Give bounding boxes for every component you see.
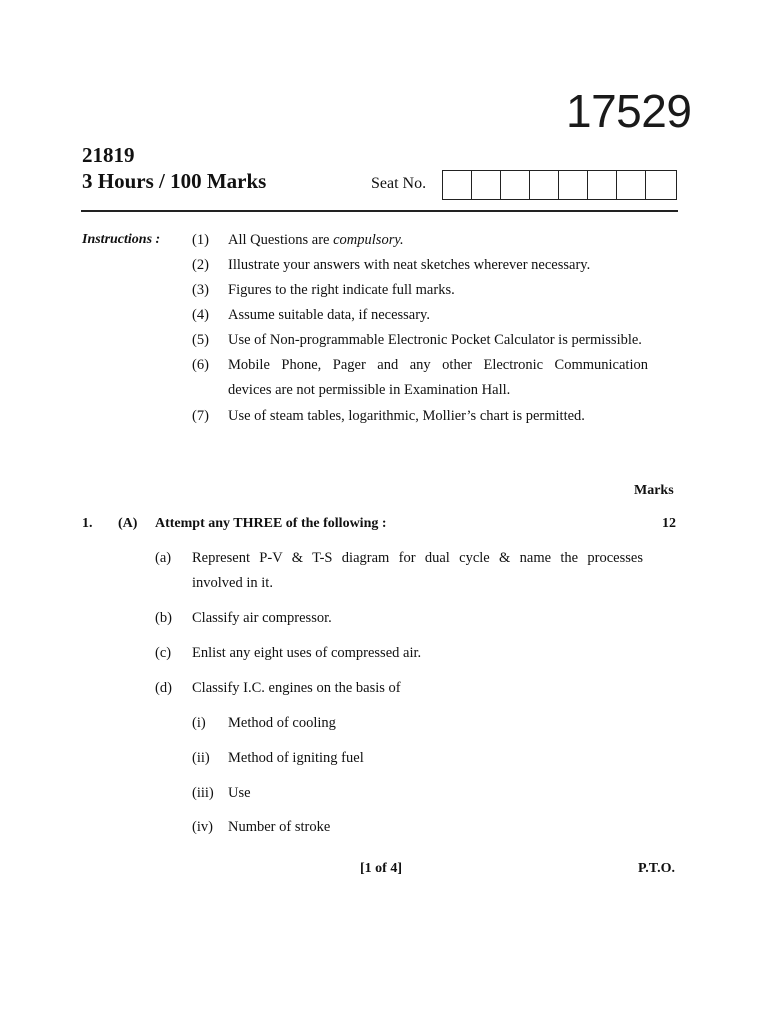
seat-digit-box <box>501 171 530 199</box>
sub-item <box>192 785 492 805</box>
instruction-text: Mobile Phone, Pager and any other Electronic Communication <box>228 357 648 373</box>
instruction-text: Assume suitable data, if necessary. <box>228 307 430 323</box>
instruction-text: Figures to the right indicate full marks. <box>228 282 455 298</box>
instruction-item <box>192 353 648 378</box>
question-part: (A) <box>118 516 138 531</box>
question-heading: Attempt any THREE of the following : <box>155 516 387 531</box>
instruction-text: Illustrate your answers with neat sketches wherever necessary. <box>228 257 591 273</box>
question-number: 1. <box>82 516 93 531</box>
sub-item-label: (iii) <box>192 785 214 801</box>
seat-digit-box <box>443 171 472 199</box>
instruction-item <box>192 278 648 303</box>
seat-number-boxes <box>442 170 677 200</box>
instruction-item <box>192 228 648 253</box>
marks-column-header: Marks <box>634 483 674 498</box>
sub-item-text: Use <box>228 785 251 801</box>
item-label: (d) <box>155 680 172 696</box>
sub-item-text: Number of stroke <box>228 819 331 835</box>
page-indicator: [1 of 4] <box>360 861 402 876</box>
instruction-number: (1) <box>192 232 209 248</box>
sub-item <box>192 715 492 735</box>
sub-item-label: (iv) <box>192 819 213 835</box>
question-item <box>155 645 643 665</box>
instruction-emphasis: compulsory. <box>333 232 404 248</box>
item-label: (b) <box>155 610 172 626</box>
sub-item-label: (ii) <box>192 750 210 766</box>
subject-code: 21819 <box>82 143 135 167</box>
sub-item-text: Method of igniting fuel <box>228 750 364 766</box>
instruction-item <box>192 253 648 278</box>
instruction-continuation <box>192 378 648 403</box>
seat-digit-box <box>530 171 559 199</box>
item-text: Enlist any eight uses of compressed air. <box>192 645 422 661</box>
question-item <box>155 610 643 630</box>
header-divider <box>81 210 678 212</box>
sub-item-text: Method of cooling <box>228 715 336 731</box>
seat-digit-box <box>472 171 501 199</box>
sub-item-label: (i) <box>192 715 206 731</box>
sub-item <box>192 819 492 839</box>
instruction-text: Use of steam tables, logarithmic, Mollier’s chart is permitted. <box>228 408 585 424</box>
question-marks: 12 <box>662 516 676 531</box>
item-label: (c) <box>155 645 172 661</box>
instruction-number: (4) <box>192 307 209 323</box>
instruction-item <box>192 328 688 353</box>
sub-item <box>192 750 492 770</box>
item-text: Represent P-V & T-S diagram for dual cycle & name the processes <box>192 550 643 566</box>
instructions-label: Instructions : <box>82 232 161 247</box>
question-item <box>155 550 643 600</box>
seat-digit-box <box>617 171 646 199</box>
question-item <box>155 680 643 700</box>
instruction-number: (5) <box>192 332 209 348</box>
instruction-number: (3) <box>192 282 209 298</box>
item-text: Classify I.C. engines on the basis of <box>192 680 401 696</box>
please-turn-over: P.T.O. <box>638 861 675 876</box>
seat-digit-box <box>588 171 617 199</box>
item-label: (a) <box>155 550 172 566</box>
item-text: involved in it. <box>192 575 273 591</box>
seat-number-label: Seat No. <box>371 175 427 192</box>
exam-duration: 3 Hours / 100 Marks <box>82 169 267 193</box>
instruction-item <box>192 303 648 328</box>
seat-digit-box <box>559 171 588 199</box>
item-text: Classify air compressor. <box>192 610 332 626</box>
instruction-number: (6) <box>192 357 209 373</box>
instruction-text: All Questions are <box>228 232 334 248</box>
instruction-number: (2) <box>192 257 209 273</box>
instruction-number: (7) <box>192 408 209 424</box>
seat-digit-box <box>646 171 676 199</box>
instruction-text: Use of Non-programmable Electronic Pocket Calculator is permissible. <box>228 332 642 348</box>
instruction-item <box>192 404 648 429</box>
instruction-text: devices are not permissible in Examination Hall. <box>228 382 511 398</box>
paper-code: 17529 <box>566 85 692 137</box>
